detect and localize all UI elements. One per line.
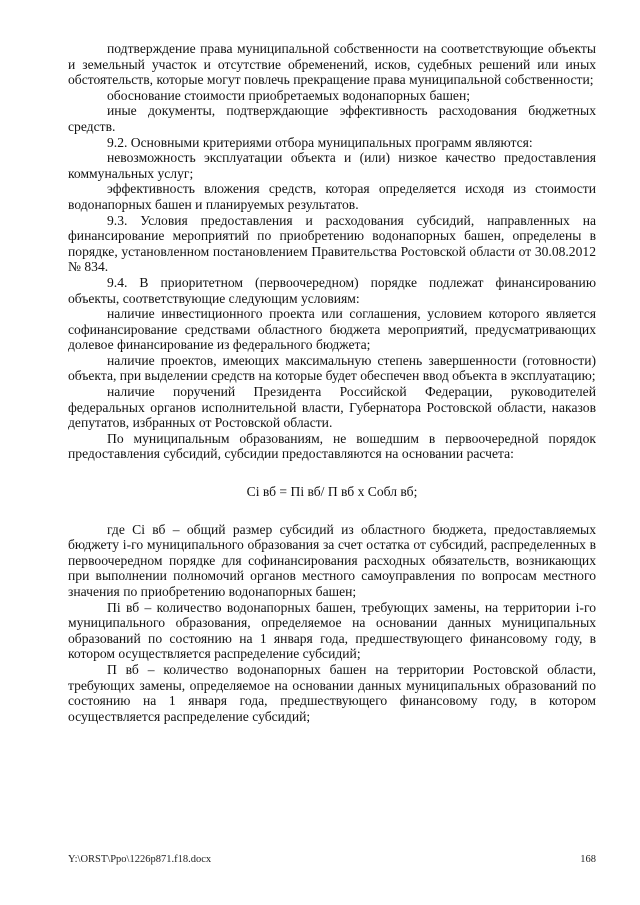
document-body bbox=[68, 41, 596, 724]
paragraph: обоснование стоимости приобретаемых водонапорных башен; bbox=[107, 87, 471, 103]
paragraph: где Сi вб – общий размер субсидий из областного бюджета, предоставляемых бюджету i-го муниципального образования за счет остатка от субсидий, распределенных в первоочередном порядке для софинансирования расходных обязательств, возникающих при выполнении полномочий органов местного самоуправления по вопросам местного значения по приобретению водонапорных башен; bbox=[68, 521, 596, 599]
paragraph: подтверждение права муниципальной собственности на соответствующие объекты и земельный участок и отсутствие обременений, исков, судебных решений или иных обстоятельств, которые могут повлечь прекращение права муниципальной собственности; bbox=[68, 41, 596, 88]
file-path: Y:\ORST\Ppo\1226p871.f18.docx bbox=[68, 854, 212, 865]
paragraph: По муниципальным образованиям, не вошедшим в первоочередной порядок предоставления субсидий, субсидии предоставляются на основании расчета: bbox=[68, 430, 596, 462]
page-number: 168 bbox=[580, 854, 596, 865]
paragraph: наличие проектов, имеющих максимальную степень завершенности (готовности) объекта, при выделении средств на которые будет обеспечен ввод объекта в эксплуатацию; bbox=[68, 352, 596, 384]
paragraph: наличие поручений Президента Российской Федерации, руководителей федеральных органов исполнительной власти, Губернатора Ростовской области, наказов депутатов, избранных от Ростовской области. bbox=[68, 384, 596, 431]
paragraph: невозможность эксплуатации объекта и (или) низкое качество предоставления коммунальных услуг; bbox=[68, 150, 596, 181]
paragraph: 9.2. Основными критериями отбора муниципальных программ являются: bbox=[107, 134, 533, 150]
paragraph: иные документы, подтверждающие эффективность расходования бюджетных средств. bbox=[68, 103, 596, 134]
paragraph: 9.4. В приоритетном (первоочередном) порядке подлежат финансированию объекты, соответствующие следующим условиям: bbox=[68, 274, 596, 306]
paragraph: эффективность вложения средств, которая определяется исходя из стоимости водонапорных башен и планируемых результатов. bbox=[68, 181, 596, 212]
paragraph: 9.3. Условия предоставления и расходования субсидий, направленных на финансирование мероприятий по приобретению водонапорных башен, определены в порядке, установленном постановлением Правительства Ростовской области от 30.08.2012 № 834. bbox=[68, 212, 596, 275]
formula: Сi вб = Пi вб/ П вб х Собл вб; bbox=[246, 484, 418, 500]
paragraph: наличие инвестиционного проекта или соглашения, условием которого является софинансирование средствами областного бюджета мероприятий, предусматривающих долевое финансирование из федерального бюджета; bbox=[68, 306, 596, 353]
paragraph: Пi вб – количество водонапорных башен, требующих замены, на территории i-го муниципального образования, определяемое на основании данных муниципальных образований по состоянию на 1 января года, предшествующего финансовому году, в котором осуществляется распределение субсидий; bbox=[68, 599, 596, 662]
paragraph: П вб – количество водонапорных башен на территории Ростовской области, требующих замены, определяемое на основании данных муниципальных образований по состоянию на 1 января года, предшествующего финансовому году, в котором осуществляется распределение субсидий; bbox=[68, 661, 596, 724]
